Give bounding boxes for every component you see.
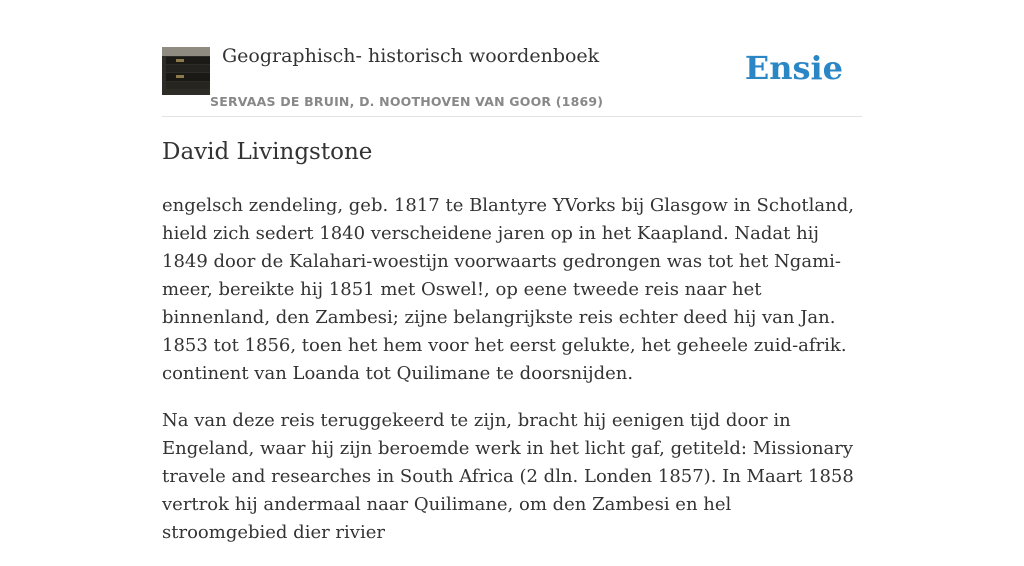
entry-paragraph: Na van deze reis teruggekeerd te zijn, bracht hij eenigen tijd door in Engeland, waar hij zijn beroemde werk in het licht gaf, getiteld: Missionary travele and researches in South Africa (2 dln. Londen 1857). In Maart 1858 vertrok hij andermaal naar Quilimane, om den Zambesi en hel stroomgebied dier rivier bbox=[162, 410, 854, 543]
entry-body bbox=[162, 192, 862, 566]
book-cover-icon bbox=[162, 47, 210, 95]
header bbox=[162, 0, 862, 117]
book-cover-avatar[interactable] bbox=[162, 47, 210, 95]
book-title[interactable]: Geographisch- historisch woordenboek bbox=[222, 45, 600, 67]
entry-paragraph: engelsch zendeling, geb. 1817 te Blantyre YVorks bij Glasgow in Schotland, hield zich sedert 1840 verscheidene jaren op in het Kaapland. Nadat hij 1849 door de Kalahari-woestijn voorwaarts gedrongen was tot het Ngami-meer, bereikte hij 1851 met Oswel!, op eene tweede reis naar het binnenland, den Zambesi; zijne belangrijkste reis echter deed hij van Jan. 1853 tot 1856, toen het hem voor het eerst gelukte, het geheele zuid-afrik. continent van Loanda tot Quilimane te doorsnijden. bbox=[162, 195, 854, 384]
entry-title: David Livingstone bbox=[162, 139, 373, 165]
book-author: SERVAAS DE BRUIN, D. NOOTHOVEN VAN GOOR (1869) bbox=[210, 94, 604, 109]
ensie-logo[interactable]: Ensie bbox=[744, 49, 843, 87]
